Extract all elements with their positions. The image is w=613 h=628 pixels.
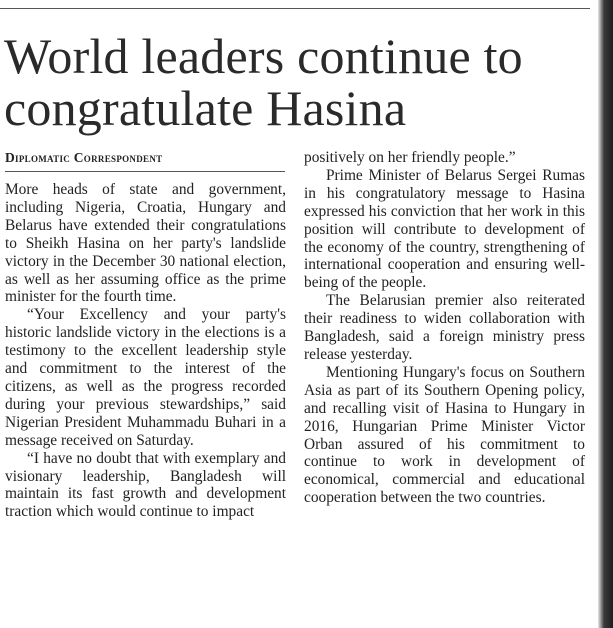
paragraph: “Your Excellency and your party's historic landslide victory in the elections is a testimony to the excellent leadership style and commitment to the interest of the citizens, as well as the progress recorded during your previous stewardships,” said Nigerian President Muhammadu Buhari in a message received on Saturday.: [5, 306, 286, 449]
article-column-left: [5, 181, 286, 521]
page-edge-shadow: [598, 0, 613, 628]
paragraph: The Belarusian premier also reiterated their readiness to widen collaboration with Bangladesh, said a foreign ministry press release yesterday.: [304, 292, 585, 363]
byline: Diplomatic Correspondent: [5, 150, 163, 165]
paragraph: “I have no doubt that with exemplary and visionary leadership, Bangladesh will maintain its fast growth and development traction which would continue to impact: [5, 449, 286, 521]
paragraph: positively on her friendly people.”: [304, 149, 516, 166]
headline-line-1: World leaders continue to: [4, 28, 523, 84]
paragraph: Prime Minister of Belarus Sergei Rumas in his congratulatory message to Hasina expressed his conviction that her work in this position will contribute to development of the economy of the country, strengthening of international cooperation and ensuring well-being of the people.: [304, 166, 585, 292]
article-column-right: [304, 149, 585, 507]
headline: [4, 30, 594, 134]
paragraph: Mentioning Hungary's focus on Southern Asia as part of its Southern Opening policy, and recalling visit of Hasina to Hungary in 2016, Hungarian Prime Minister Victor Orban assured of his commitment to continue to work in development of economical, commercial and educational cooperation between the two countries.: [304, 363, 585, 507]
byline-rule: [5, 171, 285, 172]
paragraph: More heads of state and government, including Nigeria, Croatia, Hungary and Belarus have extended their congratulations to Sheikh Hasina on her party's landslide victory in the December 30 national election, as well as her assuming office as the prime minister for the fourth time.: [5, 181, 286, 306]
headline-line-2: congratulate Hasina: [4, 80, 407, 136]
top-rule: [0, 8, 590, 9]
